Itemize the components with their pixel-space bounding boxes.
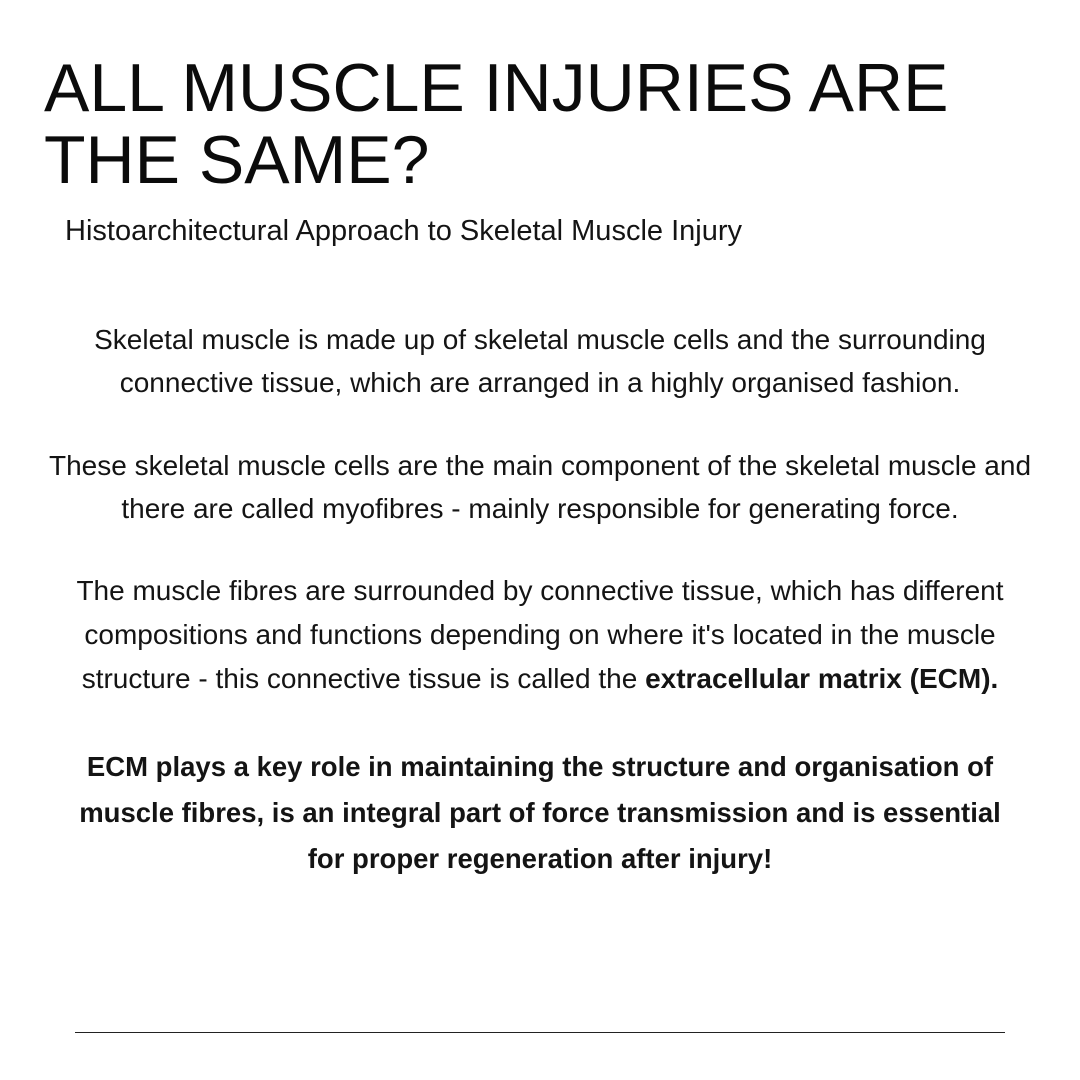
- paragraph-skeletal-muscle: [0, 318, 1080, 404]
- paragraph-ecm-role: [0, 744, 1080, 882]
- paragraph-text: structure - this connective tissue is called the: [81, 663, 646, 694]
- page-title: [44, 52, 1044, 196]
- title-line-1: ALL MUSCLE INJURIES ARE: [44, 50, 949, 126]
- paragraph-line: ECM plays a key role in maintaining the structure and organisation of: [86, 751, 994, 782]
- paragraph-line: [0, 657, 1080, 701]
- paragraph-line: compositions and functions depending on where it's located in the muscle: [84, 619, 996, 650]
- paragraph-connective-tissue: [0, 569, 1080, 701]
- paragraph-line: The muscle fibres are surrounded by connective tissue, which has different: [76, 575, 1004, 606]
- paragraph-myofibres: [0, 444, 1080, 530]
- paragraph-line: muscle fibres, is an integral part of force transmission and is essential: [79, 797, 1001, 828]
- paragraph-line: for proper regeneration after injury!: [307, 843, 773, 874]
- bottom-divider: [75, 1032, 1005, 1033]
- paragraph-line: connective tissue, which are arranged in a highly organised fashion.: [119, 367, 961, 398]
- ecm-term: extracellular matrix (ECM).: [645, 663, 999, 694]
- paragraph-line: These skeletal muscle cells are the main component of the skeletal muscle and: [48, 450, 1032, 481]
- title-line-2: THE SAME?: [44, 122, 430, 198]
- paragraph-line: there are called myofibres - mainly responsible for generating force.: [121, 493, 959, 524]
- page-subtitle: Histoarchitectural Approach to Skeletal Muscle Injury: [65, 215, 742, 247]
- paragraph-line: Skeletal muscle is made up of skeletal muscle cells and the surrounding: [94, 324, 986, 355]
